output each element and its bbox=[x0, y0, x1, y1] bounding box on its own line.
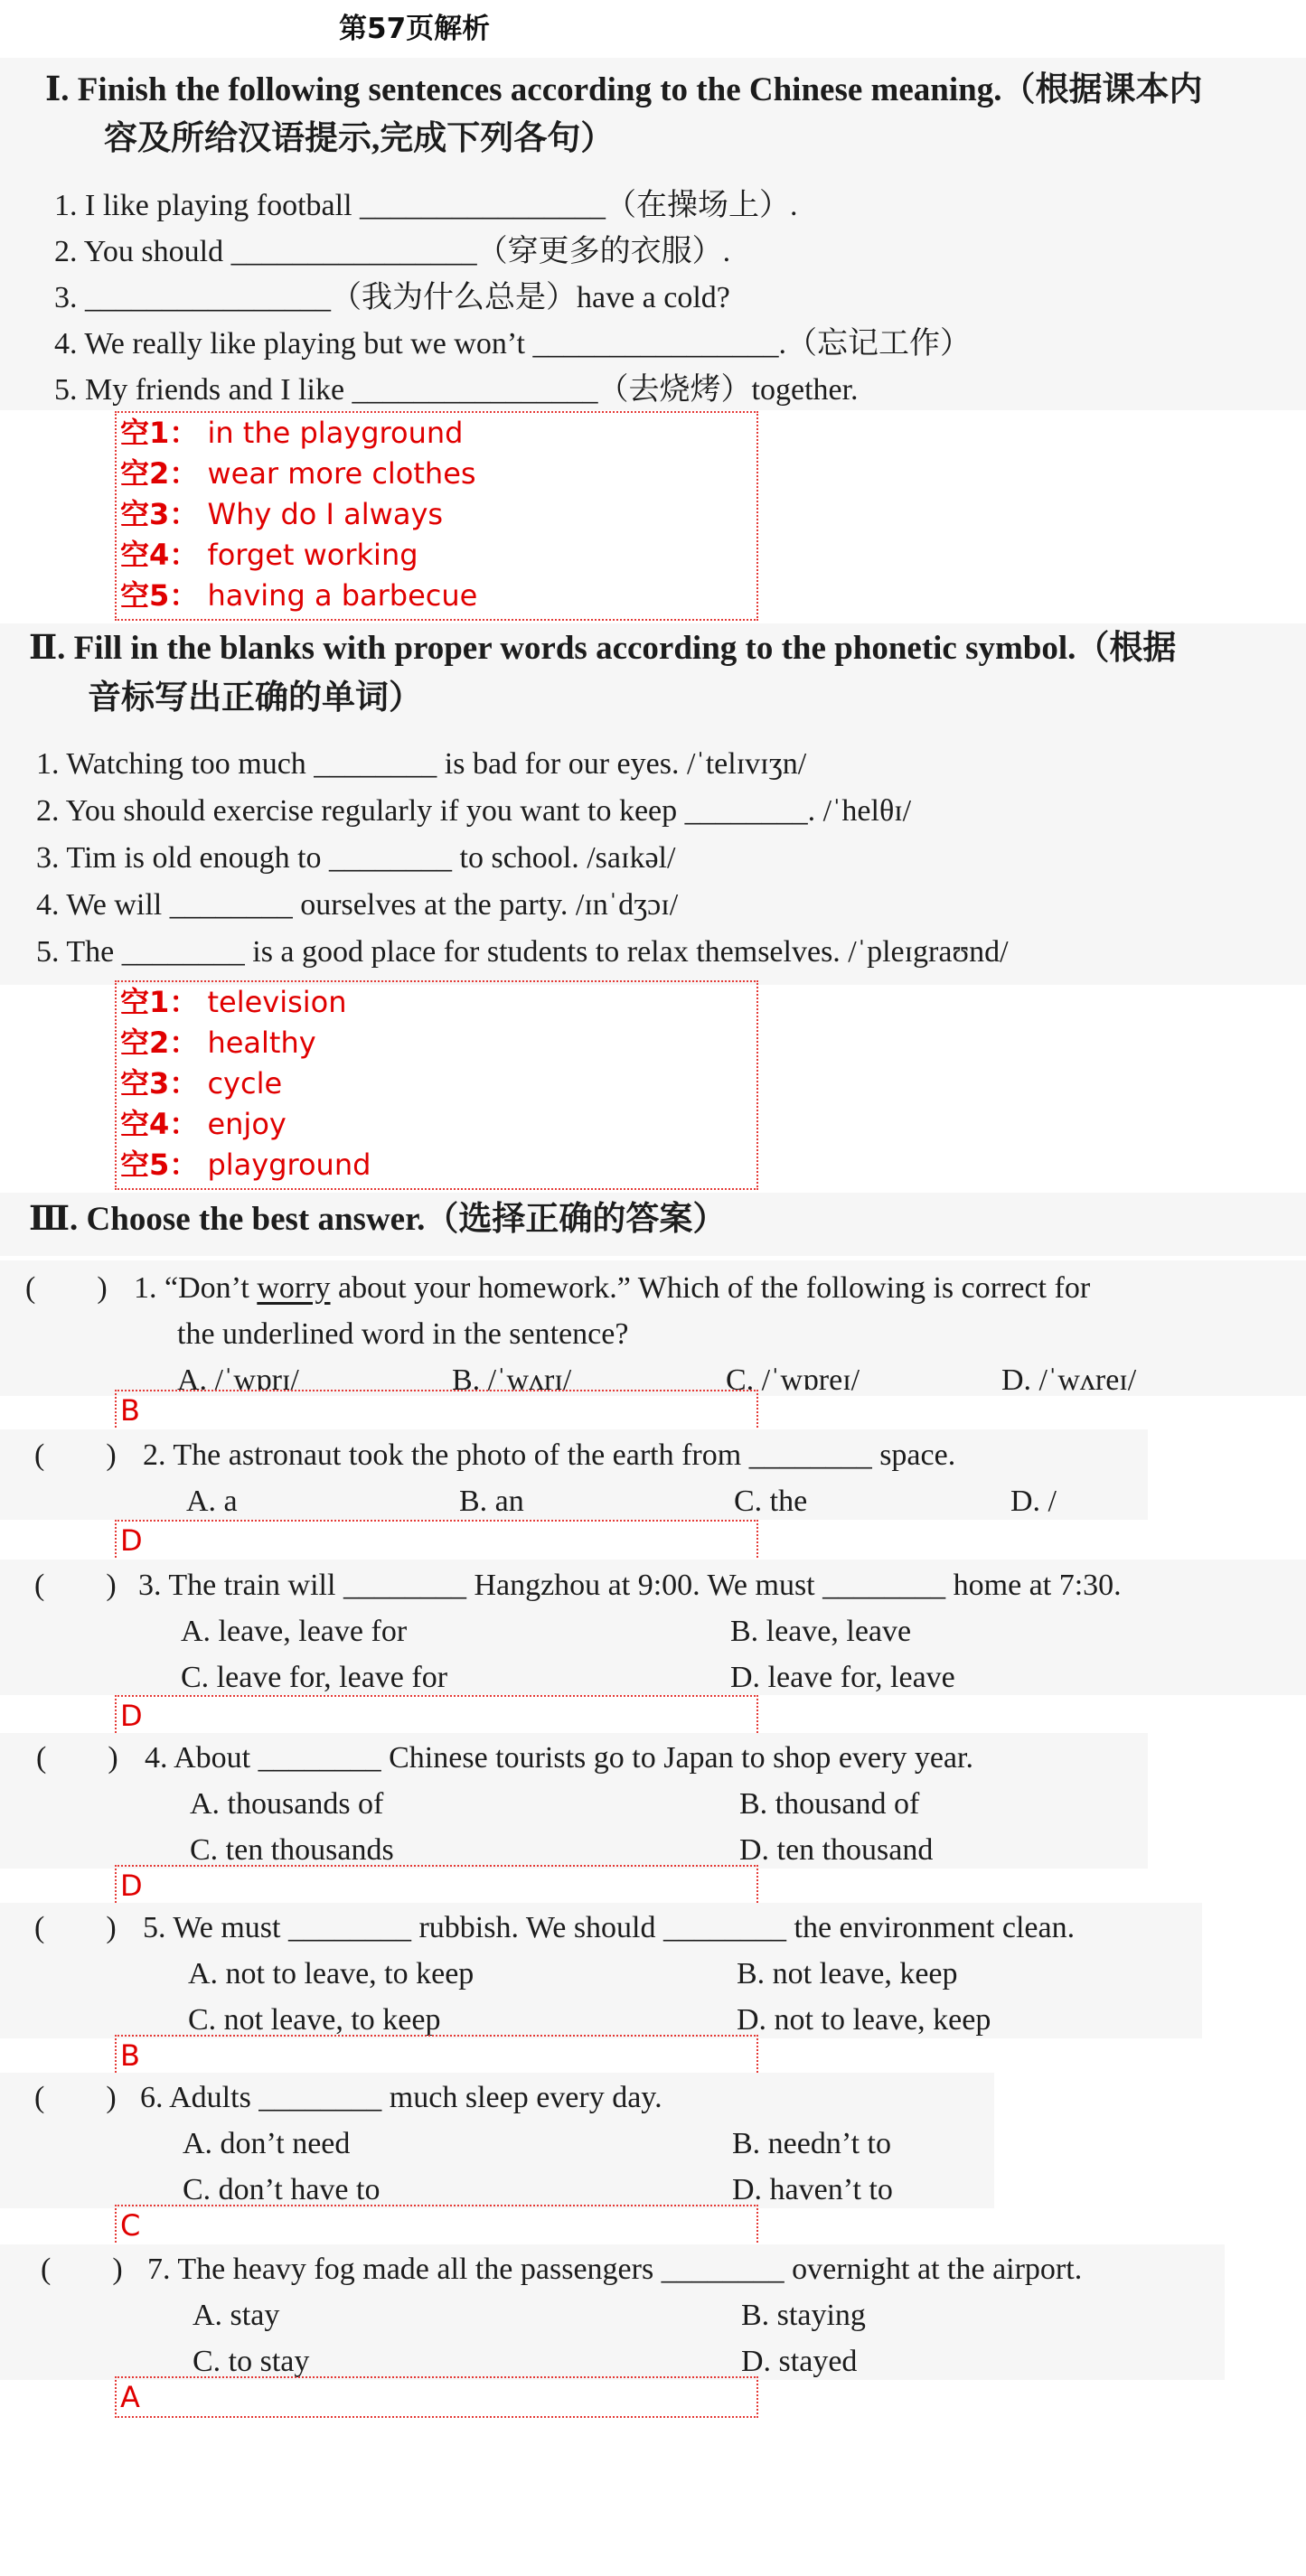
section1-question-5: 5. My friends and I like ________________（去烧烤）together. bbox=[54, 373, 859, 407]
question-3-answer: D bbox=[115, 1695, 758, 1737]
answer-label: 空3： bbox=[120, 497, 199, 531]
option-b: B. thousand of bbox=[739, 1787, 920, 1821]
section2-question-5: 5. The ________ is a good place for students to relax themselves. /ˈpleɪgraʊnd/ bbox=[36, 935, 1009, 969]
question-2-answer: D bbox=[115, 1520, 758, 1561]
answer-paren: ( ) bbox=[34, 1911, 117, 1944]
question-4-answer: D bbox=[115, 1865, 758, 1906]
answer-text: healthy bbox=[207, 1026, 316, 1060]
option-a: A. leave, leave for bbox=[181, 1615, 408, 1648]
answer-label: 空2： bbox=[120, 1026, 199, 1060]
option-c: C. to stay bbox=[193, 2345, 310, 2378]
question-7-answer: A bbox=[115, 2376, 758, 2418]
option-d: D. not to leave, keep bbox=[737, 2003, 991, 2037]
question-1-stem bbox=[134, 1265, 1090, 1311]
answer-text: Why do I always bbox=[207, 497, 444, 531]
section1-question-1: 1. I like playing football ________________（在操场上）. bbox=[54, 189, 798, 222]
section2-question-3: 3. Tim is old enough to ________ to school. /saɪkəl/ bbox=[36, 841, 676, 875]
answer-text: having a barbecue bbox=[207, 578, 478, 613]
section2-question-4: 4. We will ________ ourselves at the party. /ɪnˈdʒɔɪ/ bbox=[36, 888, 679, 922]
answer-text: enjoy bbox=[207, 1107, 287, 1141]
question-2-stem: 2. The astronaut took the photo of the earth from ________ space. bbox=[143, 1438, 956, 1472]
option-d: D. stayed bbox=[741, 2345, 858, 2378]
option-d: D. / bbox=[1010, 1485, 1057, 1518]
option-a: A. thousands of bbox=[190, 1787, 384, 1821]
option-b: B. not leave, keep bbox=[737, 1957, 958, 1991]
option-a: A. a bbox=[186, 1485, 238, 1518]
answer-paren: ( ) bbox=[25, 1271, 108, 1305]
answer-row bbox=[117, 494, 756, 535]
answer-row bbox=[117, 576, 756, 616]
answer-text: cycle bbox=[207, 1066, 283, 1101]
option-d: D. /ˈwʌreɪ/ bbox=[1001, 1363, 1137, 1397]
answer-label: 空1： bbox=[120, 985, 199, 1019]
answer-paren: ( ) bbox=[34, 2081, 117, 2114]
answer-row bbox=[117, 982, 756, 1023]
section1-heading-1: Ⅰ. Finish the following sentences according to the Chinese meaning.（根据课本内 bbox=[45, 71, 1203, 108]
section2-heading-2: 音标写出正确的单词） bbox=[88, 679, 422, 717]
answer-text: forget working bbox=[207, 538, 418, 572]
answer-label: 空5： bbox=[120, 578, 199, 613]
answer-paren: ( ) bbox=[34, 1438, 117, 1472]
option-c: C. ten thousands bbox=[190, 1833, 394, 1867]
underlined-word: worry bbox=[257, 1271, 331, 1305]
option-c: C. not leave, to keep bbox=[188, 2003, 441, 2037]
page-title: 第57页解析 bbox=[339, 13, 491, 45]
option-b: B. staying bbox=[741, 2299, 866, 2332]
question-4-stem: 4. About ________ Chinese tourists go to Japan to shop every year. bbox=[145, 1741, 973, 1775]
option-c: C. don’t have to bbox=[183, 2173, 381, 2206]
option-d: D. leave for, leave bbox=[730, 1661, 955, 1694]
section2-question-2: 2. You should exercise regularly if you want to keep ________. /ˈhelθɪ/ bbox=[36, 794, 912, 828]
section1-answer-box bbox=[115, 411, 758, 621]
option-c: C. /ˈwɒreɪ/ bbox=[726, 1363, 860, 1397]
answer-paren: ( ) bbox=[34, 1569, 117, 1602]
answer-row bbox=[117, 535, 756, 576]
answer-label: 空4： bbox=[120, 538, 199, 572]
answer-label: 空2： bbox=[120, 456, 199, 491]
option-d: D. haven’t to bbox=[732, 2173, 893, 2206]
option-c: C. leave for, leave for bbox=[181, 1661, 448, 1694]
option-c: C. the bbox=[734, 1485, 808, 1518]
section1-question-3: 3. ________________（我为什么总是）have a cold? bbox=[54, 281, 730, 314]
answer-row bbox=[117, 1023, 756, 1063]
option-a: A. stay bbox=[193, 2299, 280, 2332]
answer-label: 空3： bbox=[120, 1066, 199, 1101]
section1-question-2: 2. You should ________________（穿更多的衣服）. bbox=[54, 235, 731, 268]
answer-row bbox=[117, 1104, 756, 1145]
question-6-answer: C bbox=[115, 2205, 758, 2246]
answer-text: television bbox=[207, 985, 347, 1019]
question-7-stem: 7. The heavy fog made all the passengers ________ overnight at the airport. bbox=[147, 2253, 1083, 2286]
section1-heading-2: 容及所给汉语提示,完成下列各句） bbox=[104, 120, 615, 157]
answer-text: playground bbox=[207, 1147, 371, 1182]
answer-text: in the playground bbox=[207, 416, 464, 450]
section2-heading-1: Ⅱ. Fill in the blanks with proper words according to the phonetic symbol.（根据 bbox=[29, 630, 1177, 667]
option-b: B. leave, leave bbox=[730, 1615, 912, 1648]
section1-question-4: 4. We really like playing but we won’t ________________.（忘记工作） bbox=[54, 327, 972, 361]
answer-row bbox=[117, 454, 756, 494]
question-5-stem: 5. We must ________ rubbish. We should ________ the environment clean. bbox=[143, 1911, 1076, 1944]
answer-row bbox=[117, 413, 756, 454]
question-1-answer: B bbox=[115, 1390, 758, 1431]
question-6-stem: 6. Adults ________ much sleep every day. bbox=[140, 2081, 662, 2114]
answer-label: 空4： bbox=[120, 1107, 199, 1141]
option-b: B. an bbox=[459, 1485, 524, 1518]
answer-text: wear more clothes bbox=[207, 456, 476, 491]
question-5-answer: B bbox=[115, 2035, 758, 2076]
answer-row bbox=[117, 1145, 756, 1185]
section3-heading: Ⅲ. Choose the best answer.（选择正确的答案） bbox=[29, 1201, 727, 1238]
section2-question-1: 1. Watching too much ________ is bad for our eyes. /ˈtelɪvɪʒn/ bbox=[36, 747, 807, 781]
stem-part: 1. “Don’t bbox=[134, 1271, 258, 1305]
question-3-stem: 3. The train will ________ Hangzhou at 9:00. We must ________ home at 7:30. bbox=[138, 1569, 1122, 1602]
section2-answer-box bbox=[115, 980, 758, 1190]
answer-label: 空1： bbox=[120, 416, 199, 450]
stem-part: about your homework.” Which of the following is correct for bbox=[330, 1271, 1091, 1305]
answer-paren: ( ) bbox=[41, 2253, 123, 2286]
option-d: D. ten thousand bbox=[739, 1833, 934, 1867]
option-a: A. /ˈwɒrɪ/ bbox=[177, 1363, 299, 1397]
option-a: A. don’t need bbox=[183, 2127, 351, 2160]
question-1-stem-line2: the underlined word in the sentence? bbox=[177, 1317, 629, 1351]
answer-label: 空5： bbox=[120, 1147, 199, 1182]
option-a: A. not to leave, to keep bbox=[188, 1957, 474, 1991]
option-b: B. /ˈwʌrɪ/ bbox=[452, 1363, 572, 1397]
answer-paren: ( ) bbox=[36, 1741, 118, 1775]
answer-row bbox=[117, 1063, 756, 1104]
option-b: B. needn’t to bbox=[732, 2127, 891, 2160]
